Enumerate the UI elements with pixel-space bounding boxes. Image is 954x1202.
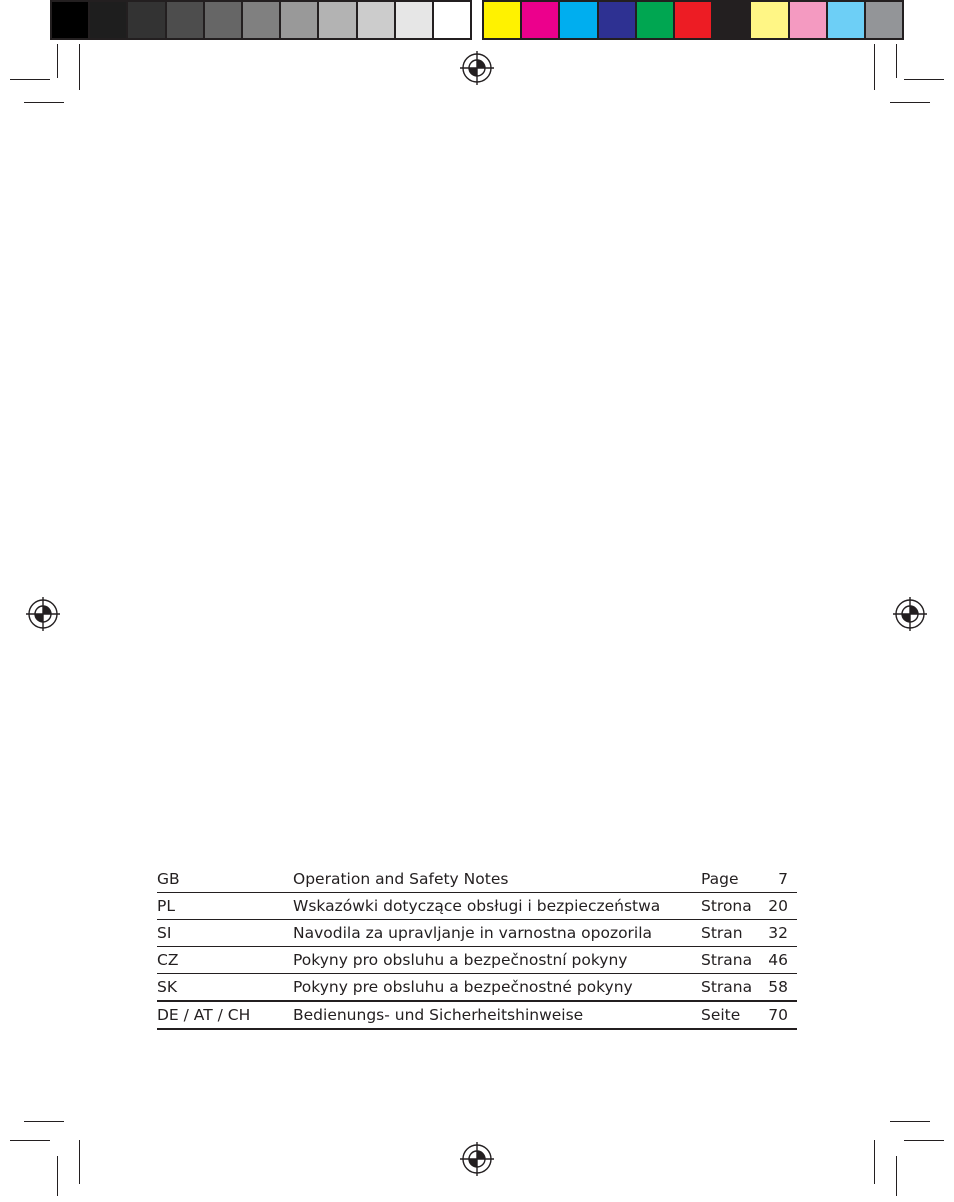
table-of-contents — [157, 866, 797, 1030]
toc-row[interactable] — [157, 893, 797, 920]
crop-mark — [896, 44, 897, 78]
crop-mark — [896, 1156, 897, 1196]
color-swatch — [675, 2, 711, 38]
section-title: Bedienungs- und Sicherheitshinweise — [293, 1006, 584, 1024]
crop-mark — [79, 44, 80, 90]
language-code: DE / AT / CH — [157, 1006, 251, 1024]
page-label: Strona — [701, 897, 752, 915]
gray-swatch — [434, 2, 470, 38]
crop-mark — [874, 44, 875, 90]
gray-swatch — [243, 2, 279, 38]
page-number: 7 — [778, 870, 788, 888]
page-label: Page — [701, 870, 739, 888]
page-label: Strana — [701, 978, 753, 996]
registration-mark-icon — [26, 597, 60, 631]
registration-mark-icon — [893, 597, 927, 631]
gray-swatch — [205, 2, 241, 38]
crop-mark — [24, 102, 64, 103]
crop-mark — [24, 1121, 64, 1122]
page-number: 58 — [768, 978, 788, 996]
page-label: Stran — [701, 924, 743, 942]
gray-swatch — [396, 2, 432, 38]
color-swatch — [713, 2, 749, 38]
gray-swatch — [319, 2, 355, 38]
gray-swatch — [52, 2, 88, 38]
crop-mark — [890, 102, 930, 103]
section-title: Operation and Safety Notes — [293, 870, 509, 888]
color-swatch — [790, 2, 826, 38]
crop-mark — [10, 1140, 50, 1141]
crop-mark — [79, 1140, 80, 1184]
gray-swatch — [281, 2, 317, 38]
color-swatch — [751, 2, 787, 38]
page-number: 46 — [768, 951, 788, 969]
toc-row[interactable] — [157, 920, 797, 947]
page-number: 32 — [768, 924, 788, 942]
grayscale-strip — [50, 0, 472, 40]
toc-row[interactable] — [157, 866, 797, 893]
page-label: Seite — [701, 1006, 741, 1024]
gray-swatch — [358, 2, 394, 38]
language-code: CZ — [157, 951, 179, 969]
crop-mark — [57, 1156, 58, 1196]
toc-row[interactable] — [157, 1001, 797, 1029]
color-swatch — [828, 2, 864, 38]
registration-mark-icon — [460, 51, 494, 85]
gray-swatch — [90, 2, 126, 38]
registration-mark-icon — [460, 1142, 494, 1176]
section-title: Wskazówki dotyczące obsługi i bezpieczeństwa — [293, 897, 661, 915]
gray-swatch — [167, 2, 203, 38]
crop-mark — [904, 1140, 944, 1141]
language-code: SI — [157, 924, 172, 942]
page-number: 70 — [768, 1006, 788, 1024]
color-swatch — [637, 2, 673, 38]
color-swatch — [484, 2, 520, 38]
color-swatch — [522, 2, 558, 38]
color-swatch — [866, 2, 902, 38]
page-number: 20 — [768, 897, 788, 915]
page-label: Strana — [701, 951, 753, 969]
section-title: Pokyny pre obsluhu a bezpečnostné pokyny — [293, 978, 633, 996]
language-code: GB — [157, 870, 180, 888]
color-swatch — [560, 2, 596, 38]
language-code: SK — [157, 978, 178, 996]
gray-swatch — [128, 2, 164, 38]
section-title: Navodila za upravljanje in varnostna opozorila — [293, 924, 653, 942]
color-swatch — [599, 2, 635, 38]
toc-row[interactable] — [157, 974, 797, 1002]
section-title: Pokyny pro obsluhu a bezpečnostní pokyny — [293, 951, 628, 969]
crop-mark — [904, 79, 944, 80]
crop-mark — [10, 79, 50, 80]
color-strip — [482, 0, 904, 40]
language-code: PL — [157, 897, 175, 915]
crop-mark — [874, 1140, 875, 1184]
crop-mark — [890, 1121, 930, 1122]
toc-row[interactable] — [157, 947, 797, 974]
crop-mark — [57, 44, 58, 78]
